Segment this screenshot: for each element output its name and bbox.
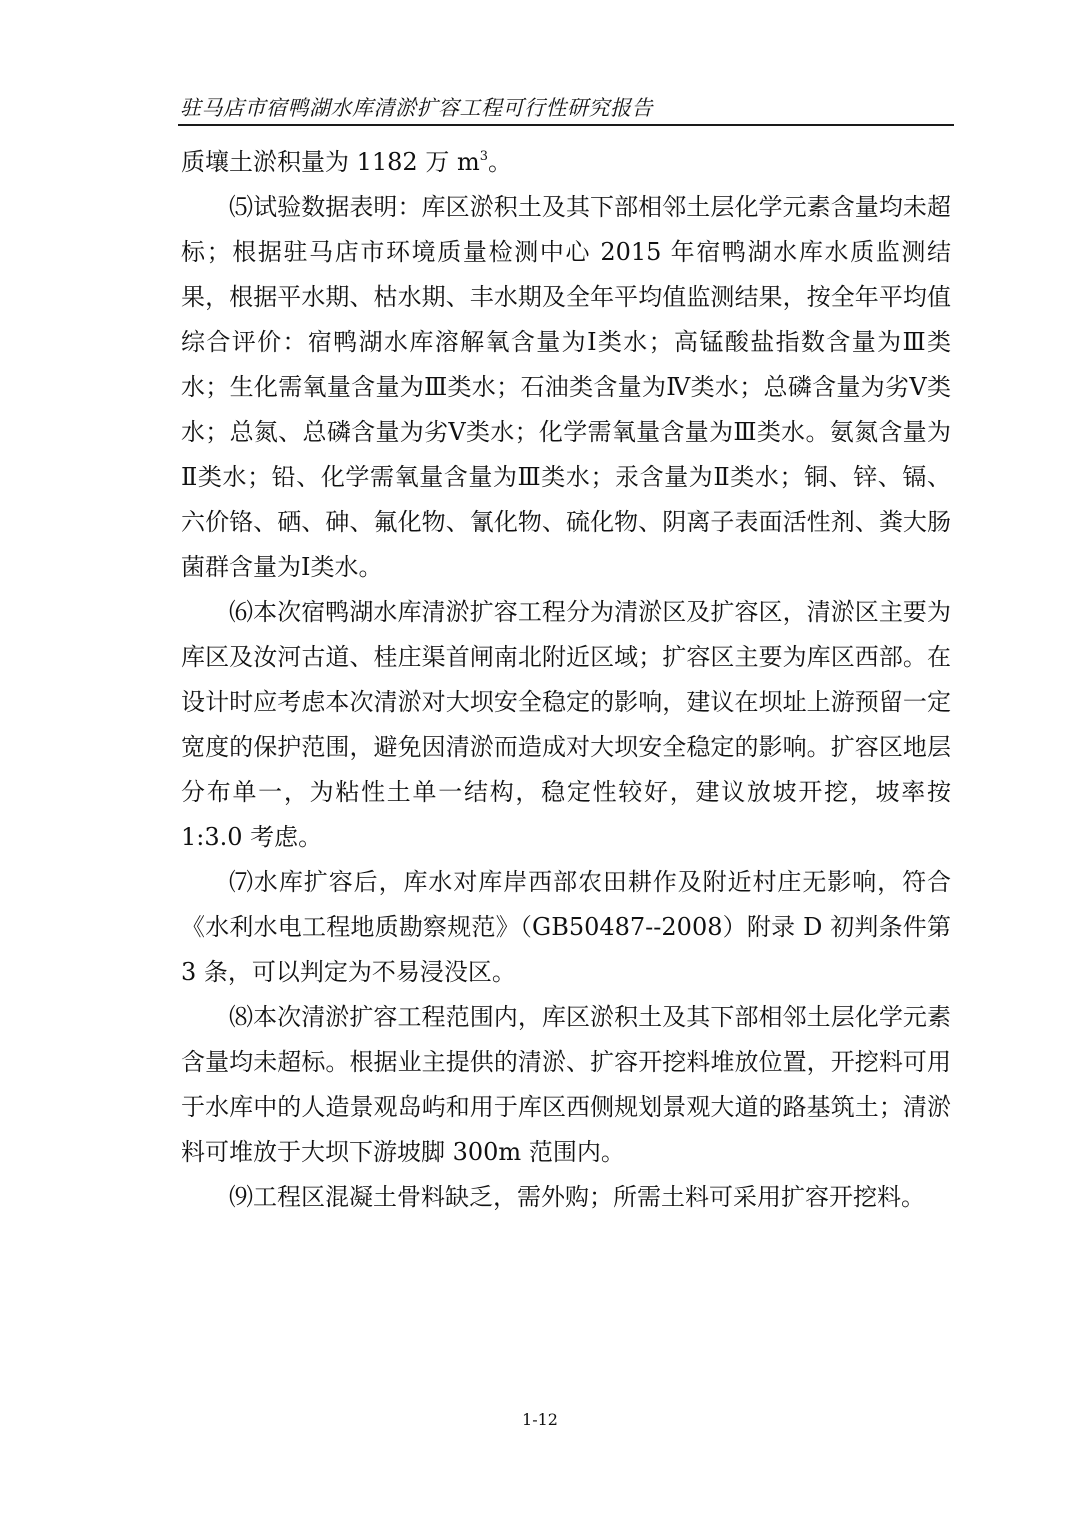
page-header	[178, 88, 954, 126]
body-text	[181, 140, 951, 1220]
header-title: 驻马店市宿鸭湖水库清淤扩容工程可行性研究报告	[180, 96, 653, 120]
continuation-text: 质壤土淤积量为 1182 万 m	[181, 148, 480, 176]
paragraph-item-7: ⑺水库扩容后，库水对库岸西部农田耕作及附近村庄无影响，符合《水利水电工程地质勘察规范》（GB50487--2008）附录 D 初判条件第 3 条，可以判定为不易浸没区。	[181, 868, 951, 986]
continuation-paragraph	[181, 140, 951, 185]
superscript-3: 3	[479, 149, 489, 164]
paragraph-item-5: ⑸试验数据表明：库区淤积土及其下部相邻土层化学元素含量均未超标；根据驻马店市环境质量检测中心 2015 年宿鸭湖水库水质监测结果，根据平水期、枯水期、丰水期及全年平均值监测结果，按全年平均值综合评价：宿鸭湖水库溶解氧含量为Ⅰ类水；高锰酸盐指数含量为Ⅲ类水；生化需氧量含量为Ⅲ类水；石油类含量为Ⅳ类水；总磷含量为劣Ⅴ类水；总氮、总磷含量为劣Ⅴ类水；化学需氧量含量为Ⅲ类水。氨氮含量为Ⅱ类水；铅、化学需氧量含量为Ⅲ类水；汞含量为Ⅱ类水；铜、锌、镉、六价铬、硒、砷、氟化物、氰化物、硫化物、阴离子表面活性剂、粪大肠菌群含量为Ⅰ类水。	[181, 193, 951, 581]
paragraph-item-8: ⑻本次清淤扩容工程范围内，库区淤积土及其下部相邻土层化学元素含量均未超标。根据业主提供的清淤、扩容开挖料堆放位置，开挖料可用于水库中的人造景观岛屿和用于库区西侧规划景观大道的路基筑土；清淤料可堆放于大坝下游坡脚 300m 范围内。	[181, 1003, 951, 1166]
paragraph-item-9: ⑼工程区混凝土骨料缺乏，需外购；所需土料可采用扩容开挖料。	[229, 1183, 925, 1211]
continuation-end: 。	[488, 148, 513, 176]
page-number: 1-12	[522, 1410, 558, 1429]
paragraph-item-6: ⑹本次宿鸭湖水库清淤扩容工程分为清淤区及扩容区，清淤区主要为库区及汝河古道、桂庄渠首闸南北附近区域；扩容区主要为库区西部。在设计时应考虑本次清淤对大坝安全稳定的影响，建议在坝址上游预留一定宽度的保护范围，避免因清淤而造成对大坝安全稳定的影响。扩容区地层分布单一，为粘性土单一结构，稳定性较好，建议放坡开挖，坡率按 1:3.0 考虑。	[181, 598, 951, 851]
